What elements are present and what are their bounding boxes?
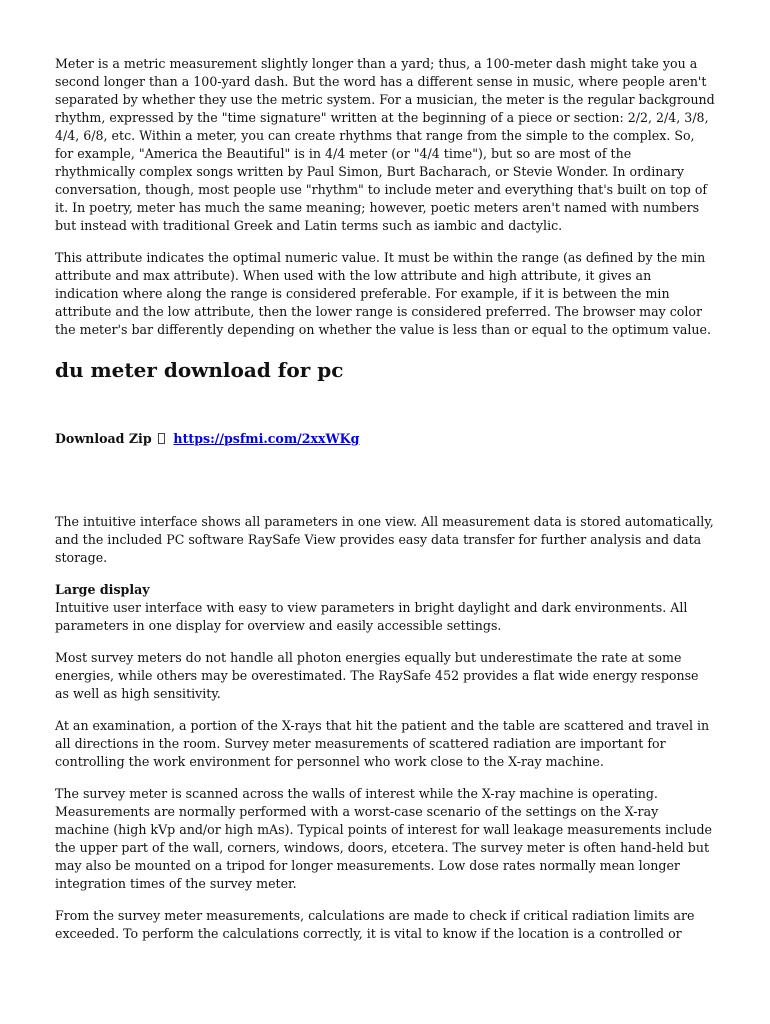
intro-paragraph-optimum: This attribute indicates the optimal numeric value. It must be within the range (as defined by the min attribute and max attribute). When used with the low attribute and high attribute, it gives an indication where along the range is considered preferable. For example, if it is between the min attribute and the low attribute, then the lower range is considered preferred. The browser may color the meter's bar differently depending on whether the value is less than or equal to the optimum value. [55,250,711,337]
missing-glyph-icon [158,433,165,444]
download-line [55,430,715,448]
section-large-display [55,581,715,635]
paragraph-calculations: From the survey meter measurements, calculations are made to check if critical radiation limits are exceeded. To perform the calculations correctly, it is vital to know if the location is a controlled or [55,908,695,941]
page-title: du meter download for pc [55,358,344,382]
paragraph-wall-scanning: The survey meter is scanned across the walls of interest while the X-ray machine is operating. Measurements are normally performed with a worst-case scenario of the settings on the X-ray machine (high kVp and/or high mAs). Typical points of interest for wall leakage measurements include the upper part of the wall, corners, windows, doors, etcetera. The survey meter is often hand-held but may also be mounted on a tripod for longer measurements. Low dose rates normally mean longer integration times of the survey meter. [55,786,712,891]
paragraph-scattered-radiation: At an examination, a portion of the X-rays that hit the patient and the table are scattered and travel in all directions in the room. Survey meter measurements of scattered radiation are important for controlling the work environment for personnel who work close to the X-ray machine. [55,718,710,769]
intro-paragraph-meter: Meter is a metric measurement slightly longer than a yard; thus, a 100-meter dash might take you a second longer than a 100-yard dash. But the word has a different sense in music, where people aren't separated by whether they use the metric system. For a musician, the meter is the regular background rhythm, expressed by the "time signature" written at the beginning of a piece or section: 2/2, 2/4, 3/8, 4/4, 6/8, etc. Within a meter, you can create rhythms that range from the simple to the complex. So, for example, "America the Beautiful" is in 4/4 meter (or "4/4 time"), but so are most of the rhythmically complex songs written by Paul Simon, Burt Bacharach, or Stevie Wonder. In ordinary conversation, though, most people use "rhythm" to include meter and everything that's built on top of it. In poetry, meter has much the same meaning; however, poetic meters aren't named with numbers but instead with traditional Greek and Latin terms such as iambic and dactylic. [55,56,715,233]
paragraph-energy-response: Most survey meters do not handle all photon energies equally but underestimate the rate at some energies, while others may be overestimated. The RaySafe 452 provides a flat wide energy response as well as high sensitivity. [55,650,699,701]
large-display-title: Large display [55,582,150,597]
large-display-text: Intuitive user interface with easy to view parameters in bright daylight and dark environments. All parameters in one display for overview and easily accessible settings. [55,600,688,633]
download-label: Download Zip [55,431,152,446]
paragraph-interface: The intuitive interface shows all parameters in one view. All measurement data is stored automatically, and the included PC software RaySafe View provides easy data transfer for further analysis and data storage. [55,514,714,565]
download-link[interactable]: https://psfmi.com/2xxWKg [173,431,360,446]
